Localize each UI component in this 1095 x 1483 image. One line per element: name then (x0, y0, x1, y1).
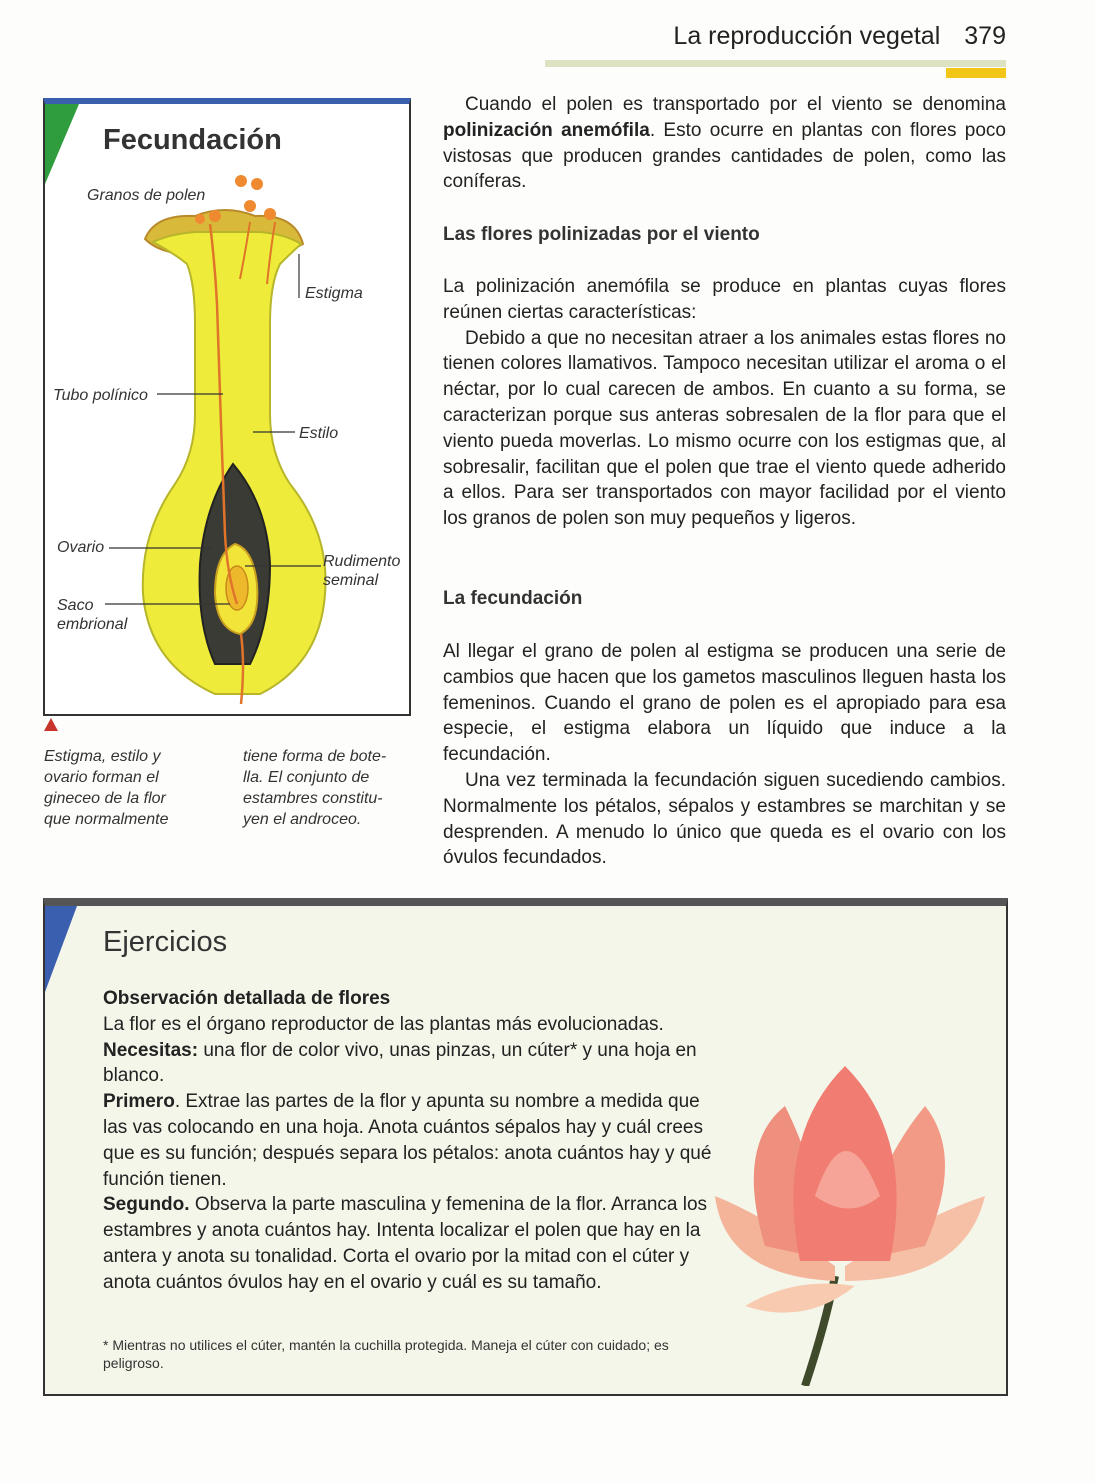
section-heading-wind: Las flores polinizadas por el viento (443, 224, 760, 245)
label-stigma: Estigma (305, 285, 363, 302)
second-label: Segundo. (103, 1194, 190, 1216)
label-ovary: Ovario (57, 539, 105, 556)
intro-text: Cuando el polen es transportado por el viento se denomina (465, 94, 1006, 115)
figure-caption-col1 (44, 746, 214, 830)
figure-caption-col2 (243, 746, 413, 830)
figure-title: Fecundación (103, 124, 282, 156)
label-sac-2: embrional (57, 616, 128, 633)
header-text (673, 22, 1006, 51)
paragraph: Una vez terminada la fecundación siguen sucediendo cambios. Normalmente los pétalos, sépalos y estambres se marchitan y se desprenden. A menudo lo único que queda es el ovario con los óvulos fecundados. (443, 769, 1006, 869)
page-number: 379 (964, 22, 1006, 50)
label-style: Estilo (299, 425, 339, 442)
safety-footnote: * Mientras no utilices el cúter, mantén la cuchilla protegida. Maneja el cúter con cuidado; es peligroso. (103, 1337, 669, 1371)
needs-label: Necesitas: (103, 1039, 199, 1061)
exercises-title: Ejercicios (103, 926, 228, 958)
second-text: Observa la parte masculina y femenina de la flor. Arranca los estambres y anota cuántos hay. Intenta localizar el polen que hay en la antera y anota su tonalidad. Corta el ovario por la mitad con el cúter y anota cuántos óvulos hay en el ovario y cuál es su tamaño. (103, 1194, 708, 1293)
header-band (545, 60, 1006, 67)
caption-line: ovario forman el (44, 769, 159, 786)
exercises-corner-accent (45, 906, 77, 992)
section-heading-fecundacion: La fecundación (443, 588, 583, 609)
pollen-grain (264, 208, 276, 220)
label-pollen-grains: Granos de polen (87, 187, 206, 204)
chapter-title: La reproducción vegetal (673, 22, 941, 50)
caption-line: tiene forma de bote- (243, 748, 387, 765)
caption-line: lla. El conjunto de (243, 769, 370, 786)
label-ovule-1: Rudimento (323, 553, 401, 570)
label-ovule-2: seminal (323, 572, 379, 589)
petal (745, 1284, 855, 1313)
lotus-flower-image (685, 1046, 1005, 1386)
intro-paragraph (443, 92, 1006, 195)
pollen-grain (251, 178, 263, 190)
needs-text: una flor de color vivo, unas pinzas, un cúter* y una hoja en blanco. (103, 1039, 697, 1087)
label-pollen-tube: Tubo polínico (53, 387, 148, 404)
label-sac-1: Saco (57, 597, 94, 614)
paragraph: Debido a que no necesitan atraer a los animales estas flores no tienen colores llamativos. Tampoco necesitan utilizar el aroma o el néctar, por lo cual carecen de ambos. En cuanto a su forma, se caracterizan porque sus anteras sobresalen de la flor para que el viento pueda moverlas. Lo mismo ocurre con los estigmas que, al sobresalir, facilitan que el polen que trae el viento quede adherido a ellos. Para ser transportados con mayor facilidad por el viento los granos de polen son muy pequeños y ligeros. (443, 327, 1006, 530)
first-label: Primero (103, 1091, 175, 1113)
pollen-grain (195, 214, 205, 224)
intro-text: . Esto ocurre en plantas con flores poco vistosas que producen grandes cantidades de polen, como las coníferas. (443, 119, 1006, 193)
caption-line: que normalmente (44, 811, 169, 828)
paragraph: Al llegar el grano de polen al estigma se producen una serie de cambios que hacen que los gametos masculinos lleguen hasta los femeninos. Cuando el grano de polen es el apropiado para esa especie, el estigma elabora un líquido que induce a la fecundación. (443, 641, 1006, 766)
section-wind-body (443, 274, 1006, 532)
pollen-grain (209, 210, 221, 222)
pollen-grain (244, 200, 256, 212)
caption-line: Estigma, estilo y (44, 748, 161, 765)
header-accent (946, 68, 1006, 78)
caption-line: estambres constitu- (243, 790, 383, 807)
exercises-box (43, 898, 1008, 1396)
exercise-subtitle: Observación detallada de flores (103, 988, 391, 1009)
paragraph: La polinización anemófila se produce en plantas cuyas flores reúnen ciertas características: (443, 276, 1006, 323)
caption-marker-icon (44, 718, 58, 731)
intro-term: polinización anemófila (443, 119, 650, 141)
exercises-text (103, 986, 723, 1296)
exercise-line: La flor es el órgano reproductor de las plantas más evolucionadas. (103, 1013, 664, 1035)
fecundacion-figure (43, 98, 411, 716)
caption-line: gineceo de la flor (44, 790, 166, 807)
first-text: . Extrae las partes de la flor y apunta su nombre a medida que las vas colocando en una hoja. Anota cuántos sépalos hay y cuál crees que es su función; después separa los pétalos: anota cuántos hay y qué función tienen. (103, 1091, 712, 1190)
pollen-grain (235, 175, 247, 187)
section-fecundacion-body (443, 639, 1006, 871)
caption-line: yen el androceo. (243, 811, 362, 828)
